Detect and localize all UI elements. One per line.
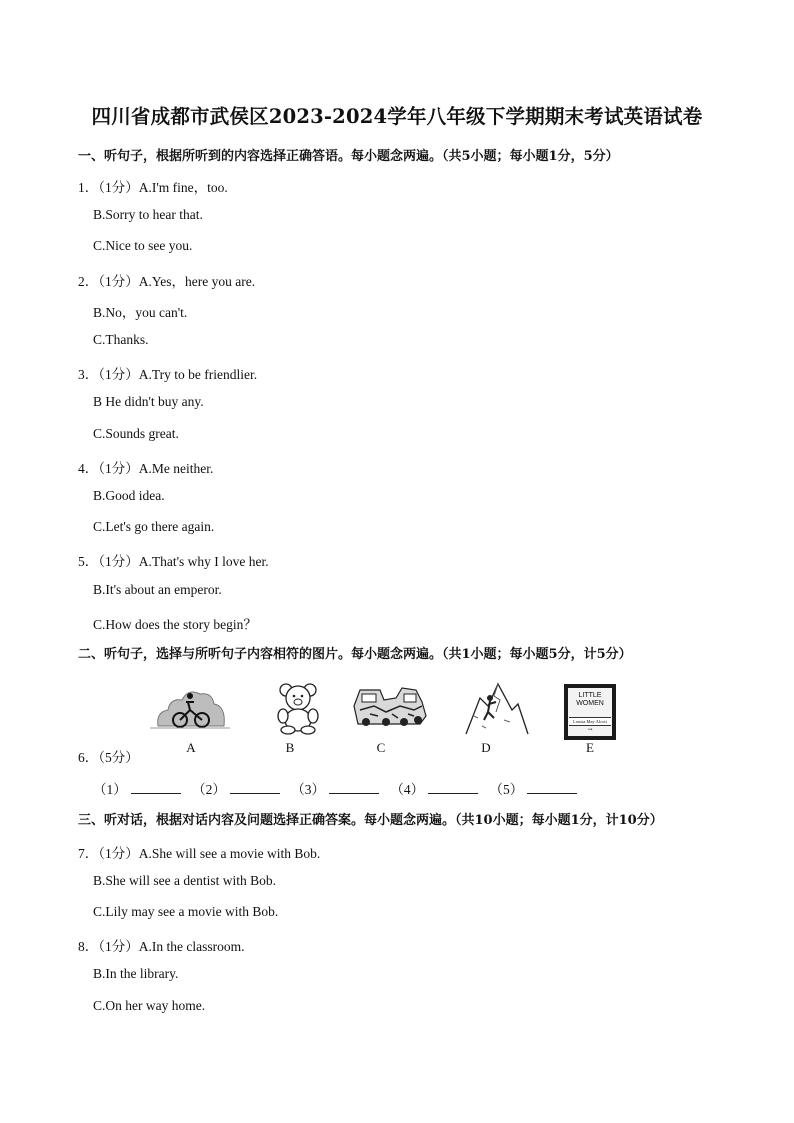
book-cover-face: [568, 688, 612, 736]
question-8-option-a: 8．（1分）A.In the classroom.: [78, 939, 245, 954]
book-title: LITTLE WOMEN: [576, 692, 604, 707]
arrow-icon: →: [587, 726, 593, 733]
question-3-option-b: B He didn't buy any.: [93, 394, 204, 409]
picture-label-c: C: [376, 740, 386, 755]
question-1-option-b: B.Sorry to hear that.: [93, 207, 203, 222]
question-5-option-c: C.How does the story begin？: [93, 617, 257, 632]
picture-label-a: A: [186, 740, 196, 755]
picture-b-teddy-bear-icon: [258, 676, 338, 736]
question-2-option-b: B.No，you can't.: [93, 305, 188, 320]
answer-blank-1[interactable]: [131, 781, 181, 794]
answer-blank-3[interactable]: [329, 781, 379, 794]
blank-label-1: （1）: [93, 782, 127, 797]
question-2-option-a: 2．（1分）A.Yes，here you are.: [78, 274, 256, 289]
question-5-option-b: B.It's about an emperor.: [93, 582, 222, 597]
section-3-heading: 三、听对话，根据对话内容及问题选择正确答案。每小题念两遍。（共10小题；每小题1分，计10分）: [78, 813, 663, 828]
blank-label-5: （5）: [489, 782, 524, 797]
picture-e-book-cover: [564, 684, 616, 740]
question-4-option-a: 4．（1分）A.Me neither.: [78, 461, 214, 476]
blank-label-4: （4）: [390, 782, 425, 797]
question-3-option-a: 3．（1分）A.Try to be friendlier.: [78, 367, 258, 382]
picture-a-cyclist-icon: [150, 676, 230, 736]
question-7-option-c: C.Lily may see a movie with Bob.: [93, 904, 279, 919]
answer-blank-4[interactable]: [428, 781, 478, 794]
blank-label-2: （2）: [192, 782, 226, 797]
question-8-option-b: B.In the library.: [93, 966, 179, 981]
question-8-option-c: C.On her way home.: [93, 998, 206, 1013]
answer-blank-2[interactable]: [230, 781, 280, 794]
question-7-option-b: B.She will see a dentist with Bob.: [93, 873, 276, 888]
picture-label-d: D: [481, 740, 491, 755]
picture-label-e: E: [586, 740, 594, 755]
question-5-option-a: 5．（1分）A.That's why I love her.: [78, 554, 269, 569]
question-3-option-c: C.Sounds great.: [93, 426, 179, 441]
page-title: 四川省成都市武侯区2023-2024学年八年级下学期期末考试英语试卷: [91, 105, 703, 128]
picture-d-mountain-climber-icon: [454, 676, 534, 736]
question-1-option-a: 1．（1分）A.I'm fine，too.: [78, 180, 228, 195]
question-4-option-b: B.Good idea.: [93, 488, 165, 503]
blank-label-3: （3）: [291, 782, 325, 797]
question-2-option-c: C.Thanks.: [93, 332, 149, 347]
answer-blank-5[interactable]: [527, 781, 577, 794]
picture-options: [150, 676, 630, 760]
question-7-option-a: 7．（1分）A.She will see a movie with Bob.: [78, 846, 321, 861]
picture-label-b: B: [285, 740, 295, 755]
book-author: Louisa May Alcott: [569, 717, 611, 726]
section-1-heading: 一、听句子，根据所听到的内容选择正确答语。每小题念两遍。（共5小题；每小题1分，5分）: [78, 149, 619, 164]
question-4-option-c: C.Let's go there again.: [93, 519, 215, 534]
question-6-answer-blanks: [93, 778, 585, 798]
picture-c-traffic-icon: [350, 676, 430, 736]
question-1-option-c: C.Nice to see you.: [93, 238, 193, 253]
question-6-lead: 6．（5分）: [78, 750, 139, 765]
section-2-heading: 二、听句子，选择与所听句子内容相符的图片。每小题念两遍。（共1小题；每小题5分，计5分）: [78, 647, 632, 662]
